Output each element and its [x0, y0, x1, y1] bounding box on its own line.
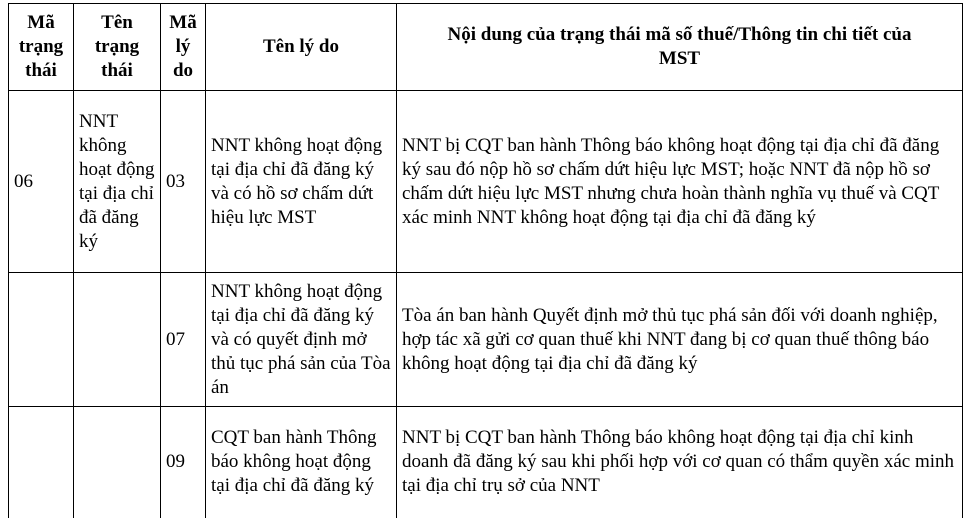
cell-reason-code: 07	[161, 273, 206, 407]
header-status-name: Tên trạng thái	[74, 4, 161, 91]
cell-status-name	[74, 407, 161, 518]
cell-reason-name: NNT không hoạt động tại địa chỉ đã đăng ký và có quyết định mở thủ tục phá sản của Tòa án	[206, 273, 397, 407]
table-body	[9, 91, 963, 518]
header-content: Nội dung của trạng thái mã số thuế/Thông tin chi tiết của MST	[397, 4, 963, 91]
table-row	[9, 273, 963, 407]
cell-reason-code: 03	[161, 91, 206, 273]
header-reason-name: Tên lý do	[206, 4, 397, 91]
header-status-code: Mã trạng thái	[9, 4, 74, 91]
header-reason-code: Mã lý do	[161, 4, 206, 91]
cell-content: NNT bị CQT ban hành Thông báo không hoạt động tại địa chỉ đã đăng ký sau đó nộp hồ sơ chấm dứt hiệu lực MST; hoặc NNT đã nộp hồ sơ chấm dứt hiệu lực MST nhưng chưa hoàn thành nghĩa vụ thuế và CQT xác minh NNT không hoạt động tại địa chỉ đã đăng ký	[397, 91, 963, 273]
cell-reason-code: 09	[161, 407, 206, 518]
cell-reason-name: NNT không hoạt động tại địa chỉ đã đăng ký và có hồ sơ chấm dứt hiệu lực MST	[206, 91, 397, 273]
cell-reason-name: CQT ban hành Thông báo không hoạt động tại địa chỉ đã đăng ký	[206, 407, 397, 518]
cell-content: NNT bị CQT ban hành Thông báo không hoạt động tại địa chỉ kinh doanh đã đăng ký sau khi phối hợp với cơ quan có thẩm quyền xác minh tại địa chỉ trụ sở của NNT	[397, 407, 963, 518]
cell-status-name	[74, 273, 161, 407]
header-row	[9, 4, 963, 91]
cell-status-name: NNT không hoạt động tại địa chỉ đã đăng ký	[74, 91, 161, 273]
table-row	[9, 91, 963, 273]
cell-status-code: 06	[9, 91, 74, 273]
cell-status-code	[9, 407, 74, 518]
table-row	[9, 407, 963, 518]
tax-status-table	[8, 3, 963, 518]
cell-status-code	[9, 273, 74, 407]
table-header	[9, 4, 963, 91]
cell-content: Tòa án ban hành Quyết định mở thủ tục phá sản đối với doanh nghiệp, hợp tác xã gửi cơ quan thuế khi NNT đang bị cơ quan thuế thông báo không hoạt động tại địa chỉ đã đăng ký	[397, 273, 963, 407]
